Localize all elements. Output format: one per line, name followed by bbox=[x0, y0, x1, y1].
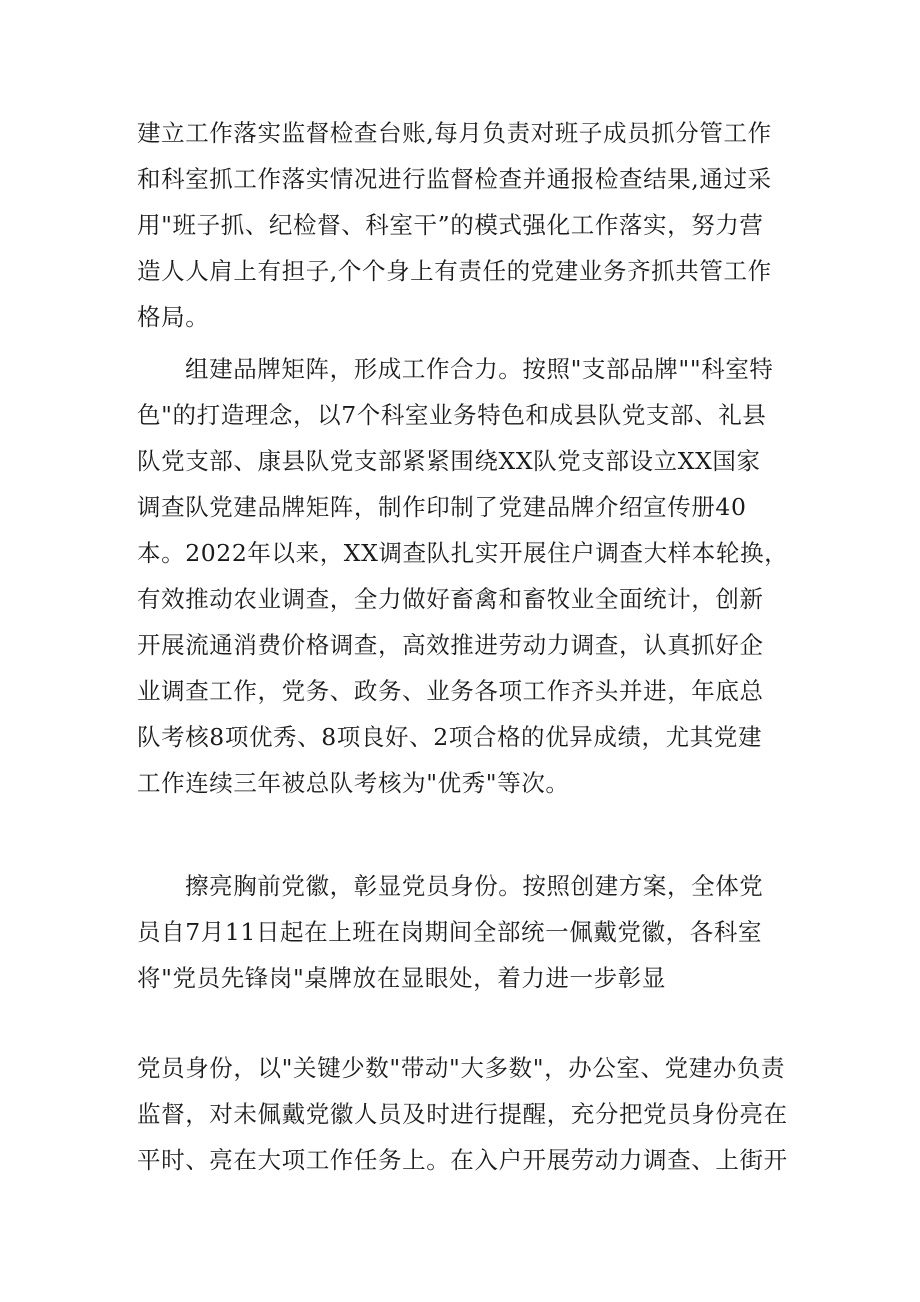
text-line: 和科室抓工作落实情况进行监督检查并通报检查结果,通过采 bbox=[137, 165, 772, 193]
text-line: 用"班子抓、纪检督、科室干”的模式强化工作落实，努力营 bbox=[137, 211, 764, 239]
text-line: 业调查工作，党务、政务、业务各项工作齐头并进，年底总 bbox=[137, 677, 764, 705]
text-line: 造人人肩上有担子,个个身上有责任的党建业务齐抓共管工作 bbox=[137, 257, 772, 285]
text-line: 党员身份，以"关键少数"带动"大多数"，办公室、党建办负责 bbox=[137, 1054, 786, 1082]
text-line: 组建品牌矩阵，形成工作合力。按照"支部品牌""科室特 bbox=[185, 355, 774, 383]
text-line: 调查队党建品牌矩阵，制作印制了党建品牌介绍宣传册40 bbox=[137, 493, 747, 521]
text-line: 开展流通消费价格调查，高效推进劳动力调查，认真抓好企 bbox=[137, 631, 764, 659]
text-line: 有效推动农业调查，全力做好畜禽和畜牧业全面统计，创新 bbox=[137, 585, 764, 613]
text-line: 将"党员先锋岗"桌牌放在显眼处，着力进一步彰显 bbox=[137, 964, 666, 992]
text-line: 员自7月11日起在上班在岗期间全部统一佩戴党徽，各科室 bbox=[137, 918, 763, 946]
text-line: 建立工作落实监督检查台账,每月负责对班子成员抓分管工作 bbox=[137, 119, 772, 147]
text-line: 队考核8项优秀、8项良好、2项合格的优异成绩，尤其党建 bbox=[137, 723, 763, 751]
text-line: 平时、亮在大项工作任务上。在入户开展劳动力调查、上街开 bbox=[137, 1146, 788, 1174]
text-line: 色"的打造理念，以7个科室业务特色和成县队党支部、礼县 bbox=[137, 401, 767, 429]
text-line: 擦亮胸前党徽，彰显党员身份。按照创建方案，全体党 bbox=[185, 872, 764, 900]
text-line: 队党支部、康县队党支部紧紧围绕XX队党支部设立XX国家 bbox=[137, 447, 761, 475]
text-line: 本。2022年以来，XX调查队扎实开展住户调查大样本轮换， bbox=[137, 539, 789, 567]
text-line: 监督，对未佩戴党徽人员及时进行提醒，充分把党员身份亮在 bbox=[137, 1100, 788, 1128]
text-line: 格局。 bbox=[137, 303, 210, 331]
text-line: 工作连续三年被总队考核为"优秀"等次。 bbox=[137, 769, 570, 797]
